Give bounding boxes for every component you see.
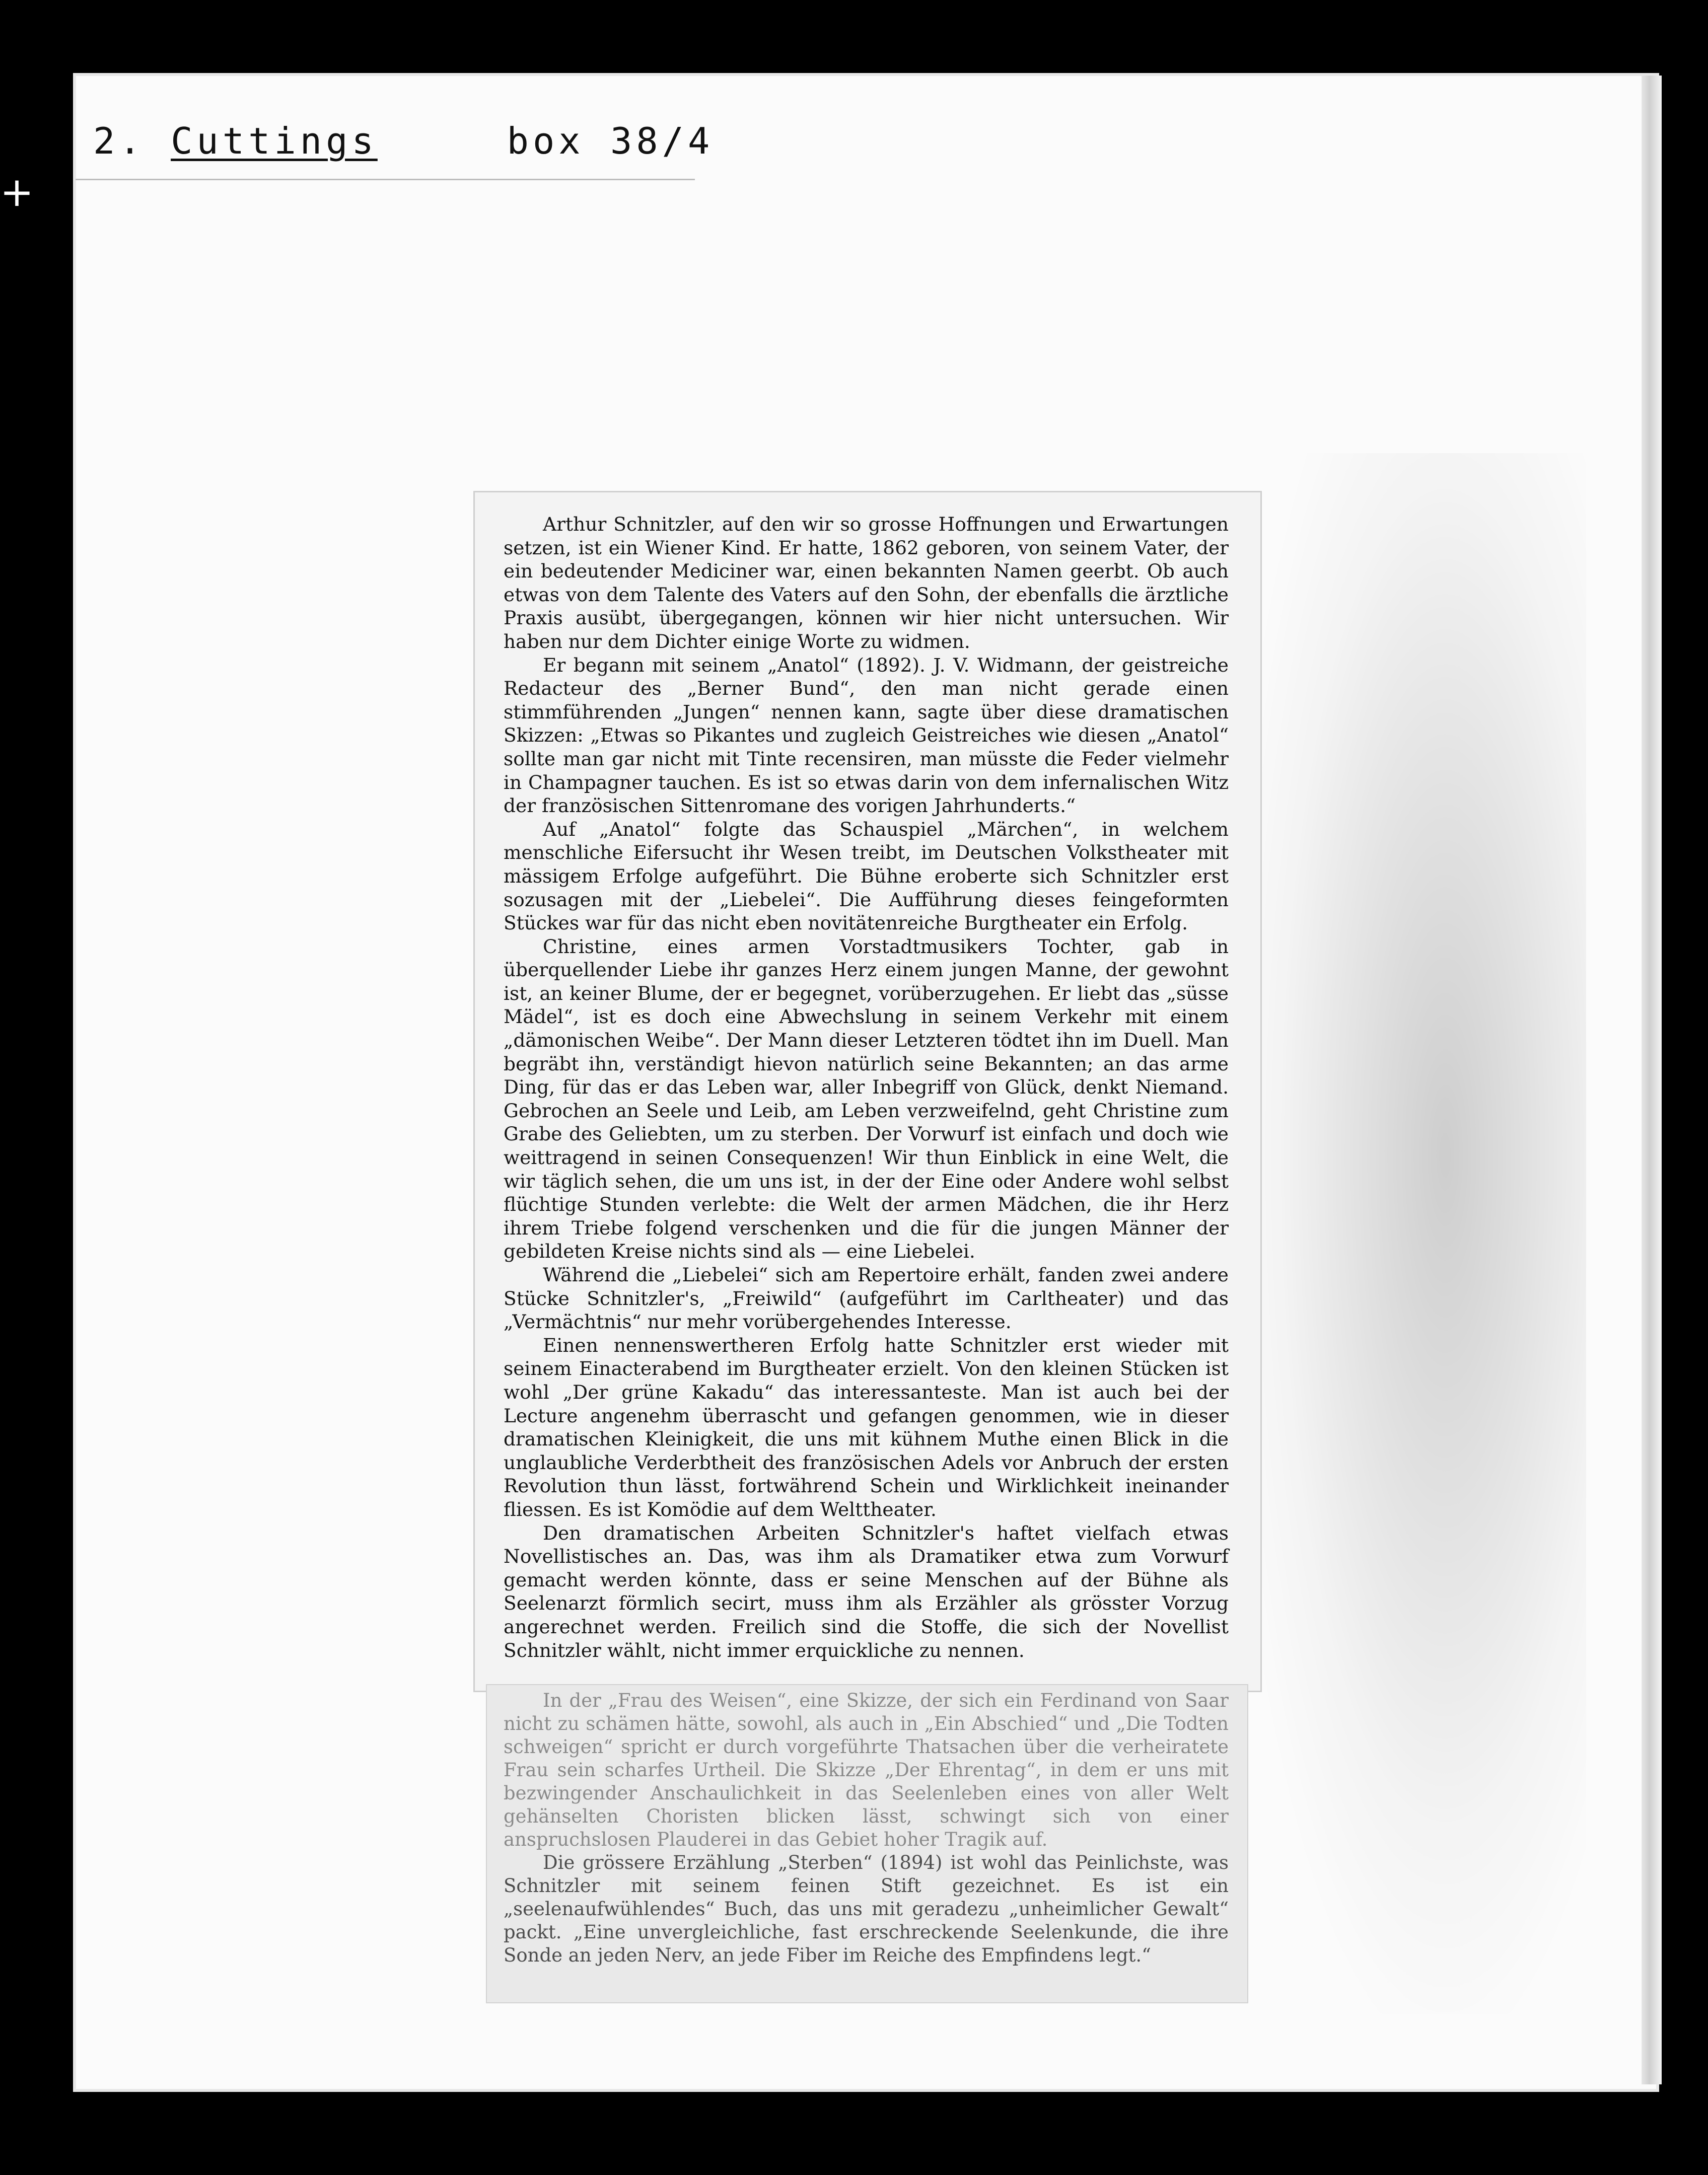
- paragraph: Einen nennenswertheren Erfolg hatte Schnitzler erst wieder mit seinem Einacterabend im Burgtheater erzielt. Von den kleinen Stücken ist wohl „Der grüne Kakadu“ das interessanteste. Man ist auch bei der Lecture angenehm überrascht und gefangen genommen, wie in dieser dramatischen Kleinigkeit, die uns mit kühnem Muthe einen Blick in die unglaubliche Verderbtheit des französischen Adels vor Anbruch der ersten Revolution thun lässt, fortwährend Schein und Wirklichkeit ineinander fliessen. Es ist Komödie auf dem Welttheater.: [504, 1334, 1229, 1520]
- paragraph: Arthur Schnitzler, auf den wir so grosse Hoffnungen und Erwartungen setzen, ist ein Wiener Kind. Er hatte, 1862 geboren, von seinem Vater, der ein bedeutender Mediciner war, einen bekannten Namen geerbt. Ob auch etwas von dem Talente des Vaters auf den Sohn, der ebenfalls die ärztliche Praxis ausübt, übergegangen, können wir hier nicht untersuchen. Wir haben nur dem Dichter einige Worte zu widmen.: [504, 513, 1229, 652]
- label-rule: [76, 179, 695, 180]
- label-box: box 38/4: [507, 120, 714, 162]
- margin-mark: +: [0, 169, 34, 215]
- paragraph: Er begann mit seinem „Anatol“ (1892). J. V. Widmann, der geistreiche Redacteur des „Berner Bund“, den man nicht gerade einen stimmführenden „Jungen“ nennen kann, sagte über diese dramatischen Skizzen: „Etwas so Pikantes und zugleich Geistreiches wie diesen „Anatol“ sollte man gar nicht mit Tinte recensiren, man müsste die Feder vielmehr in Champagner tauchen. Es ist so etwas darin von dem infernalischen Witz der französischen Sittenromane des vorigen Jahrhunderts.“: [504, 654, 1229, 817]
- clipping-text: [504, 513, 1229, 1662]
- paragraph: In der „Frau des Weisen“, eine Skizze, der sich ein Ferdinand von Saar nicht zu schämen hätte, sowohl, als auch in „Ein Abschied“ und „Die Todten schweigen“ spricht er durch vorgeführte Thatsachen über die verheiratete Frau sein scharfes Urtheil. Die Skizze „Der Ehrentag“, in dem er uns mit bezwingender Anschaulichkeit in das Seelenleben eines von aller Welt gehänselten Choristen blicken lässt, schwingt sich von einer anspruchslosen Plauderei in das Gebiet hoher Tragik auf.: [504, 1690, 1229, 1850]
- label-number: 2.: [93, 120, 145, 162]
- label-category: Cuttings: [171, 120, 378, 162]
- paragraph: Auf „Anatol“ folgte das Schauspiel „Märchen“, in welchem menschliche Eifersucht ihr Wesen treibt, im Deutschen Volkstheater mit mässigem Erfolge aufgeführt. Die Bühne eroberte sich Schnitzler erst sozusagen mit der „Liebelei“. Die Aufführung dieses feingeformten Stückes war für das nicht eben novitätenreiche Burgtheater ein Erfolg.: [504, 818, 1229, 934]
- archive-label: [93, 120, 714, 162]
- continuation-text: [504, 1689, 1229, 1967]
- paragraph: Christine, eines armen Vorstadtmusikers Tochter, gab in überquellender Liebe ihr ganzes Herz einem jungen Manne, der gewohnt ist, an keiner Blume, der er begegnet, vorüberzugehen. Er liebt das „süsse Mädel“, ist es doch eine Abwechslung in seinem Verkehr mit einem „dämonischen Weibe“. Der Mann dieser Letzteren tödtet ihn im Duell. Man begräbt ihn, verständigt hievon natürlich seine Bekannten; an das arme Ding, für das er das Leben war, aller Inbegriff von Glück, denkt Niemand. Gebrochen an Seele und Leib, am Leben verzweifelnd, geht Christine zum Grabe des Geliebten, um zu sterben. Der Vorwurf ist einfach und doch wie weittragend in seinen Consequenzen! Wir thun Einblick in eine Welt, die wir täglich sehen, die um uns ist, in der der Eine oder Andere wohl selbst flüchtige Stunden verlebte: die Welt der armen Mädchen, die ihr Herz ihrem Triebe folgend verschenken und die für die jungen Männer der gebildeten Kreise nichts sind als — eine Liebelei.: [504, 935, 1229, 1263]
- paragraph: Den dramatischen Arbeiten Schnitzler's haftet vielfach etwas Novellistisches an. Das, was ihm als Dramatiker etwa zum Vorwurf gemacht werden könnte, dass er seine Menschen auf der Bühne als Seelenarzt förmlich secirt, muss ihm als Erzähler als grösster Vorzug angerechnet werden. Freilich sind die Stoffe, die sich der Novellist Schnitzler wählt, nicht immer erquickliche zu nennen.: [504, 1521, 1229, 1661]
- sheet-edge: [1642, 76, 1662, 2084]
- paragraph: Während die „Liebelei“ sich am Repertoire erhält, fanden zwei andere Stücke Schnitzler's, „Freiwild“ (aufgeführt im Carltheater) und das „Vermächtnis“ nur mehr vorübergehendes Interesse.: [504, 1264, 1229, 1333]
- sheet-discoloration: [1234, 453, 1586, 2014]
- paragraph: Die grössere Erzählung „Sterben“ (1894) ist wohl das Peinlichste, was Schnitzler mit seinem feinen Stift gezeichnet. Es ist ein „seelenaufwühlendes“ Buch, das uns mit geradezu „unheimlicher Gewalt“ packt. „Eine unvergleichliche, fast erschreckende Seelenkunde, die ihre Sonde an jeden Nerv, an jede Fiber im Reiche des Empfindens legt.“: [504, 1852, 1229, 1966]
